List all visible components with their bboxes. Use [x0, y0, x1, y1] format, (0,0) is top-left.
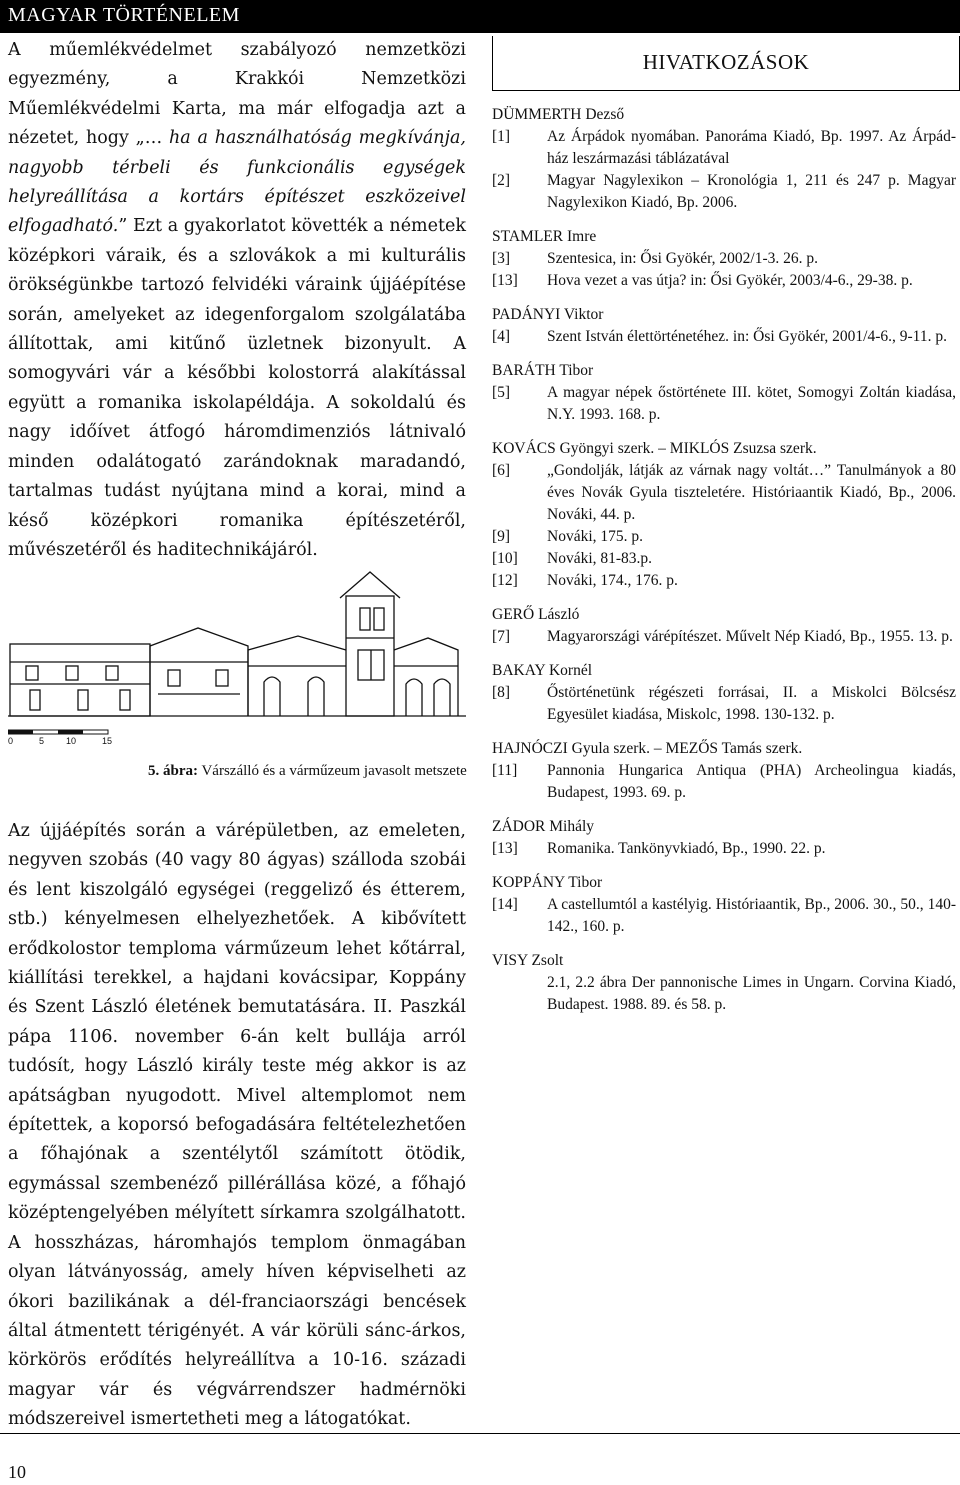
ref-text: Szentesica, in: Ősi Gyökér, 2002/1-3. 26. p.	[547, 250, 819, 267]
ref-author: PADÁNYI Viktor	[492, 306, 604, 323]
ref-number: [11]	[492, 762, 518, 779]
ref-entry	[492, 382, 956, 426]
ref-entry	[492, 626, 956, 648]
ref-text: Magyarországi várépítészet. Művelt Nép Kiadó, Bp., 1955. 13. p.	[547, 628, 953, 645]
ref-entry	[492, 170, 956, 214]
ref-author: KOPPÁNY Tibor	[492, 874, 603, 891]
ref-group-gap	[492, 860, 956, 872]
ref-number: [3]	[492, 250, 511, 267]
ref-entry	[492, 682, 956, 726]
ref-entry	[492, 270, 956, 292]
ref-group-gap	[492, 348, 956, 360]
ref-text: Hova vezet a vas útja? in: Ősi Gyökér, 2003/4-6., 29-38. p.	[547, 272, 913, 289]
ref-number: [12]	[492, 572, 518, 589]
main-text-column-2	[8, 817, 466, 1435]
paragraph-1-intro: A műemlékvédelmet szabályozó nemzetközi egyezmény, a Krakkói Nemzetközi Műemlékvédelmi Karta, ma már elfogadja azt a nézetet, hogy „…	[8, 40, 466, 149]
references-heading-box	[492, 36, 960, 91]
ref-author: BAKAY Kornél	[492, 662, 593, 679]
ref-author: VISY Zsolt	[492, 952, 564, 969]
ref-number: [13]	[492, 272, 518, 289]
ref-number: [2]	[492, 172, 511, 189]
footer-divider	[0, 1433, 960, 1434]
ref-number: [6]	[492, 462, 511, 479]
ref-entry	[492, 894, 956, 938]
ref-author: DÜMMERTH Dezső	[492, 106, 625, 123]
ref-text: Magyar Nagylexikon – Kronológia 1, 211 és 247 p. Magyar Nagylexikon Kiadó, Bp. 2006.	[547, 172, 956, 211]
ref-author: STAMLER Imre	[492, 228, 597, 245]
ref-text: „Gondolják, látják az várnak nagy voltát…” Tanulmányok a 80 éves Novák Gyula tiszteletére. Históriaantik Kiadó, Bp., 2006. Nováki, 44. p.	[547, 462, 956, 523]
ref-number: [4]	[492, 328, 511, 345]
ref-group-gap	[492, 726, 956, 738]
ref-group-gap	[492, 648, 956, 660]
figure-caption	[148, 763, 467, 780]
paragraph-1-rest: ” Ezt a gyakorlatot követték a németek középkori váraik, és a szlovákok a mi kulturális örökségünkbe tartozó felvidéki váraink újjáépítése során, amelyeket az idegenforgalom szolgálatába állítottak, ami kitűnő üzletnek bizonyult. A somogyvári vár a későbbi kolostorrá alakítással együtt a romanika iskolapéldája. A sokoldalú és nagy időívet átfogó háromdimenziós látnivaló minden odalátogató zarándoknak maradandó, tartalmas tudást nyújtana mind a korai, mind a késő középkori romanika építészetéről, művészetéről és haditechnikájáról.	[8, 216, 466, 560]
ref-text: Nováki, 175. p.	[547, 528, 644, 545]
scale-label-5: 5	[39, 736, 45, 746]
ref-entry	[492, 760, 956, 804]
caption-text: Várszálló és a várműzeum javasolt metszete	[198, 763, 467, 779]
ref-number: [5]	[492, 384, 511, 401]
ref-entry	[492, 460, 956, 526]
ref-entry	[492, 126, 956, 170]
ref-entry	[492, 570, 956, 592]
ref-group-gap	[492, 292, 956, 304]
scale-label-15: 15	[102, 736, 113, 746]
page-section-title: MAGYAR TÖRTÉNELEM	[8, 4, 240, 26]
scale-bar	[8, 730, 108, 734]
ref-author: GERŐ László	[492, 606, 580, 623]
page-number: 10	[8, 1462, 26, 1482]
ref-entry	[492, 972, 956, 1016]
ref-text: A magyar népek őstörténete III. kötet, Somogyi Zoltán kiadása, N.Y. 1993. 168. p.	[547, 384, 956, 423]
ref-number: [10]	[492, 550, 518, 567]
references-heading: HIVATKOZÁSOK	[642, 50, 810, 74]
ref-entry	[492, 326, 956, 348]
charter-quote: ha a használhatóság megkívánja, nagyobb térbeli és funkcionális egységek helyreállítása a kortárs építészet eszközeivel elfogadható.	[8, 128, 466, 237]
ref-number: [1]	[492, 128, 511, 145]
references-list	[492, 104, 956, 1016]
ref-text: Nováki, 81-83.p.	[547, 550, 653, 567]
main-text-column	[8, 36, 466, 565]
ref-number: [9]	[492, 528, 511, 545]
ref-author: HAJNÓCZI Gyula szerk. – MEZŐS Tamás szerk.	[492, 740, 803, 757]
castle-section-drawing	[8, 566, 466, 748]
ref-author: BARÁTH Tibor	[492, 362, 594, 379]
ref-number	[492, 972, 547, 1016]
caption-number: 5. ábra:	[148, 763, 198, 779]
scale-label-0: 0	[8, 736, 14, 746]
ref-text: Romanika. Tankönyvkiadó, Bp., 1990. 22. p.	[547, 840, 826, 857]
scale-labels	[8, 736, 128, 748]
ref-number: [7]	[492, 628, 511, 645]
scale-label-10: 10	[66, 736, 77, 746]
ref-author: ZÁDOR Mihály	[492, 818, 595, 835]
ref-group-gap	[492, 426, 956, 438]
body-paragraph-2: Az újjáépítés során a várépületben, az emeleten, negyven szobás (40 vagy 80 ágyas) szálloda szobái és lent kiszolgáló egységei (reggeliző és étterem, stb.) kényelmesen elhelyezhetőek. A kibővített erődkolostor temploma várműzeum lehet kőtárral, kiállítási terekkel, a hajdani kovácsipar, Koppány és Szent László életének bemutatására. II. Paszkál pápa 1106. november 6-án kelt bullája arról tudósít, hogy László király teste még akkor is az apátságban nyugodott. Mivel altemplomot nem építettek, a koporsó befogadására feltételezhetően a főhajónak a szentélytől számított ötödik, egymással szembenéző pillérállása közé, a főhajó középtengelyében mélyített sírkamra szolgálhatott. A hosszházas, háromhajós templom önmagában olyan látványosság, amely híven képviselheti az ókori bazilikának a dél-franciaországi bencések által átmentett térigényét. A vár körüli sánc-árkos, körkörös erődítés helyreállítva a 10-16. századi magyar vár és végvárrendszer hadmérnöki módszereivel ismertetheti meg a látogatókat.	[8, 821, 466, 1430]
ref-entry	[492, 248, 956, 270]
ref-number: [13]	[492, 840, 518, 857]
body-paragraph-1	[8, 36, 466, 565]
ref-author: KOVÁCS Gyöngyi szerk. – MIKLÓS Zsuzsa szerk.	[492, 440, 817, 457]
ref-text: Az Árpádok nyomában. Panoráma Kiadó, Bp. 1997. Az Árpád-ház leszármazási táblázatával	[547, 128, 956, 167]
ref-number: [14]	[492, 896, 518, 913]
ref-group-gap	[492, 214, 956, 226]
ref-entry	[492, 526, 956, 548]
ref-group-gap	[492, 938, 956, 950]
ref-number: [8]	[492, 684, 511, 701]
ref-text: Pannonia Hungarica Antiqua (PHA) Archeolingua kiadás, Budapest, 1993. 69. p.	[547, 762, 956, 801]
ref-text: 2.1, 2.2 ábra Der pannonische Limes in Ungarn. Corvina Kiadó, Budapest. 1988. 89. és 58. p.	[547, 974, 956, 1013]
ref-text: Nováki, 174., 176. p.	[547, 572, 678, 589]
ref-entry	[492, 838, 956, 860]
ref-group-gap	[492, 592, 956, 604]
ref-text: A castellumtól a kastélyig. Históriaantik, Bp., 2006. 30., 50., 140-142., 160. p.	[547, 896, 956, 935]
ref-group-gap	[492, 804, 956, 816]
ref-text: Őstörténetünk régészeti forrásai, II. a Miskolci Bölcsész Egyesület kiadása, Miskolc, 1998. 130-132. p.	[547, 684, 956, 723]
ref-text: Szent István élettörténetéhez. in: Ősi Gyökér, 2001/4-6., 9-11. p.	[547, 328, 947, 345]
ref-entry	[492, 548, 956, 570]
header-bar	[0, 0, 960, 33]
